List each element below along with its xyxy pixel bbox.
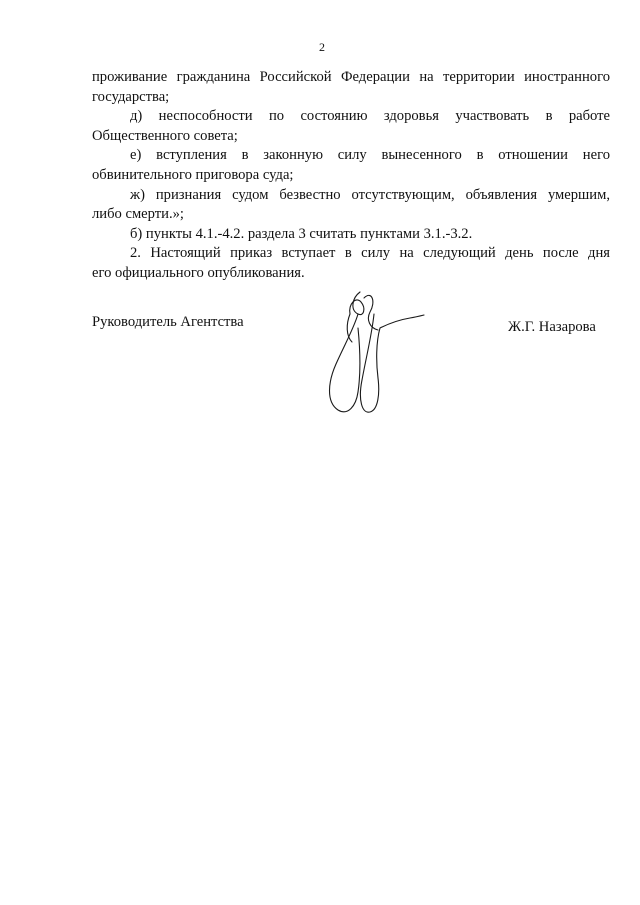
body-line: государства;	[92, 88, 170, 105]
page-number: 2	[319, 40, 325, 54]
handwritten-signature	[320, 284, 430, 424]
document-body	[92, 68, 610, 284]
body-line: ж) признания судом безвестно отсутствующим, объявления умершим,	[130, 186, 610, 203]
signatory-title: Руководитель Агентства	[92, 314, 244, 330]
body-line: Общественного совета;	[92, 127, 238, 144]
body-line: обвинительного приговора суда;	[92, 166, 294, 183]
body-line: б) пункты 4.1.-4.2. раздела 3 считать пунктами 3.1.-3.2.	[130, 225, 473, 242]
body-line: д) неспособности по состоянию здоровья участвовать в работе	[130, 108, 610, 125]
body-line: 2. Настоящий приказ вступает в силу на следующий день после дня	[130, 245, 610, 262]
signatory-name: Ж.Г. Назарова	[508, 319, 596, 335]
body-line: проживание гражданина Российской Федерации на территории иностранного	[92, 69, 610, 85]
body-line: его официального опубликования.	[92, 264, 305, 281]
body-line: е) вступления в законную силу вынесенного в отношении него	[130, 147, 610, 164]
body-line: либо смерти.»;	[92, 206, 184, 223]
